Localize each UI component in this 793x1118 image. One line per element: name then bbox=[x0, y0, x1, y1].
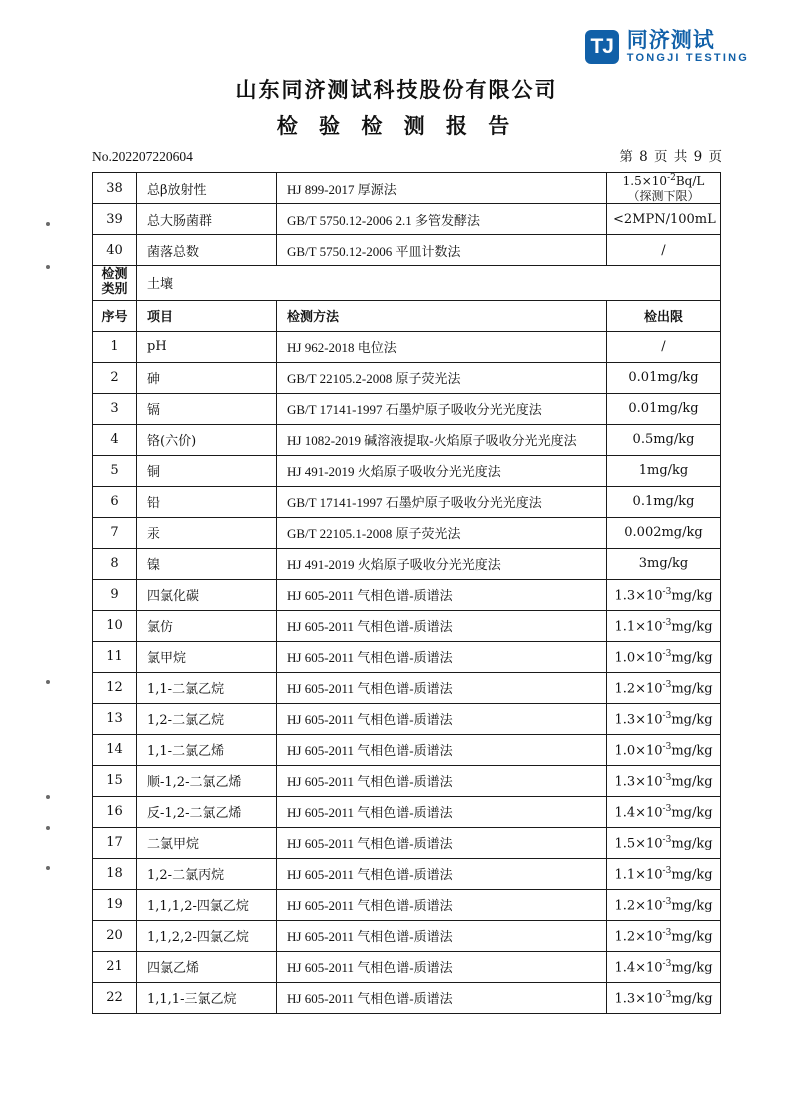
results-table-wrapper bbox=[92, 172, 720, 1014]
row-item: 氯甲烷 bbox=[137, 641, 277, 672]
table-row bbox=[93, 827, 721, 858]
table-row bbox=[93, 579, 721, 610]
table-row bbox=[93, 424, 721, 455]
row-item: 总大肠菌群 bbox=[137, 204, 277, 235]
row-no: 21 bbox=[93, 951, 137, 982]
row-method: HJ 1082-2019 碱溶液提取-火焰原子吸收分光光度法 bbox=[277, 424, 607, 455]
row-no: 19 bbox=[93, 889, 137, 920]
row-item: 四氯乙烯 bbox=[137, 951, 277, 982]
row-limit: $1.5\times 10^{-3}mg/kg$ bbox=[607, 827, 721, 858]
table-row bbox=[93, 858, 721, 889]
row-item: 铅 bbox=[137, 486, 277, 517]
report-meta bbox=[92, 145, 723, 165]
row-no: 3 bbox=[93, 393, 137, 424]
row-method: GB/T 22105.2-2008 原子荧光法 bbox=[277, 362, 607, 393]
row-method: GB/T 17141-1997 石墨炉原子吸收分光光度法 bbox=[277, 393, 607, 424]
row-no: 15 bbox=[93, 765, 137, 796]
row-method: HJ 605-2011 气相色谱-质谱法 bbox=[277, 610, 607, 641]
row-method: HJ 605-2011 气相色谱-质谱法 bbox=[277, 703, 607, 734]
table-row bbox=[93, 920, 721, 951]
row-limit: 0.002mg/kg bbox=[607, 517, 721, 548]
row-limit: / bbox=[607, 331, 721, 362]
table-row bbox=[93, 734, 721, 765]
row-item: 反-1,2-二氯乙烯 bbox=[137, 796, 277, 827]
row-method: GB/T 5750.12-2006 平皿计数法 bbox=[277, 235, 607, 266]
margin-mark bbox=[46, 866, 50, 870]
row-no: 10 bbox=[93, 610, 137, 641]
row-item: 铬(六价) bbox=[137, 424, 277, 455]
logo-text bbox=[627, 30, 749, 65]
row-method: HJ 605-2011 气相色谱-质谱法 bbox=[277, 765, 607, 796]
category-row bbox=[93, 266, 721, 301]
row-method: HJ 605-2011 气相色谱-质谱法 bbox=[277, 734, 607, 765]
category-label-line1: 检测 bbox=[101, 267, 128, 282]
row-no: 1 bbox=[93, 331, 137, 362]
row-no: 39 bbox=[93, 204, 137, 235]
margin-mark bbox=[46, 826, 50, 830]
row-method: HJ 605-2011 气相色谱-质谱法 bbox=[277, 796, 607, 827]
table-row bbox=[93, 548, 721, 579]
row-limit: $1.3\times 10^{-3}mg/kg$ bbox=[607, 703, 721, 734]
row-limit: 3mg/kg bbox=[607, 548, 721, 579]
logo-mark-icon bbox=[585, 30, 619, 64]
table-row bbox=[93, 672, 721, 703]
category-label-line2: 类别 bbox=[101, 281, 128, 297]
row-limit: $1.2\times 10^{-3}mg/kg$ bbox=[607, 672, 721, 703]
column-header-limit: 检出限 bbox=[607, 300, 721, 331]
table-row bbox=[93, 951, 721, 982]
row-limit: $1.3\times 10^{-3}mg/kg$ bbox=[607, 579, 721, 610]
row-limit: $1.3\times 10^{-3}mg/kg$ bbox=[607, 765, 721, 796]
row-item: pH bbox=[137, 331, 277, 362]
row-item: 铜 bbox=[137, 455, 277, 486]
row-no: 8 bbox=[93, 548, 137, 579]
row-item: 镉 bbox=[137, 393, 277, 424]
row-method: GB/T 22105.1-2008 原子荧光法 bbox=[277, 517, 607, 548]
logo-name-en: TONGJI TESTING bbox=[626, 52, 749, 65]
row-method: HJ 605-2011 气相色谱-质谱法 bbox=[277, 951, 607, 982]
row-limit: 0.5mg/kg bbox=[607, 424, 721, 455]
row-limit bbox=[607, 173, 721, 204]
row-no: 40 bbox=[93, 235, 137, 266]
row-limit: <2MPN/100mL bbox=[607, 204, 721, 235]
row-method: HJ 491-2019 火焰原子吸收分光光度法 bbox=[277, 455, 607, 486]
row-item: 顺-1,2-二氯乙烯 bbox=[137, 765, 277, 796]
results-table bbox=[92, 172, 721, 1014]
row-method: HJ 605-2011 气相色谱-质谱法 bbox=[277, 641, 607, 672]
category-label bbox=[93, 266, 137, 301]
row-no: 7 bbox=[93, 517, 137, 548]
row-limit: $1.2\times 10^{-3}mg/kg$ bbox=[607, 920, 721, 951]
table-row bbox=[93, 610, 721, 641]
row-no: 5 bbox=[93, 455, 137, 486]
margin-mark bbox=[46, 222, 50, 226]
row-no: 22 bbox=[93, 982, 137, 1013]
row-limit: $1.1\times 10^{-3}mg/kg$ bbox=[607, 610, 721, 641]
row-limit: $1.4\times 10^{-3}mg/kg$ bbox=[607, 951, 721, 982]
row-item: 氯仿 bbox=[137, 610, 277, 641]
logo-monogram: TJ bbox=[590, 35, 613, 59]
row-no: 20 bbox=[93, 920, 137, 951]
table-row bbox=[93, 235, 721, 266]
margin-mark bbox=[46, 265, 50, 269]
row-method: HJ 605-2011 气相色谱-质谱法 bbox=[277, 827, 607, 858]
row-item: 四氯化碳 bbox=[137, 579, 277, 610]
row-item: 砷 bbox=[137, 362, 277, 393]
row-method: HJ 605-2011 气相色谱-质谱法 bbox=[277, 579, 607, 610]
table-row bbox=[93, 455, 721, 486]
table-row bbox=[93, 204, 721, 235]
row-method: HJ 605-2011 气相色谱-质谱法 bbox=[277, 889, 607, 920]
row-limit: $1.3\times 10^{-3}mg/kg$ bbox=[607, 982, 721, 1013]
row-method: HJ 899-2017 厚源法 bbox=[277, 173, 607, 204]
row-no: 12 bbox=[93, 672, 137, 703]
row-no: 9 bbox=[93, 579, 137, 610]
row-no: 38 bbox=[93, 173, 137, 204]
row-method: GB/T 5750.12-2006 2.1 多管发酵法 bbox=[277, 204, 607, 235]
table-row bbox=[93, 517, 721, 548]
row-no: 17 bbox=[93, 827, 137, 858]
margin-mark bbox=[46, 680, 50, 684]
table-row bbox=[93, 486, 721, 517]
row-item: 1,1-二氯乙烷 bbox=[137, 672, 277, 703]
page-title: 检 验 检 测 报 告 bbox=[276, 113, 517, 138]
row-method: HJ 962-2018 电位法 bbox=[277, 331, 607, 362]
row-limit: $1.1\times 10^{-3}mg/kg$ bbox=[607, 858, 721, 889]
row-method: GB/T 17141-1997 石墨炉原子吸收分光光度法 bbox=[277, 486, 607, 517]
row-limit: $1.2\times 10^{-3}mg/kg$ bbox=[607, 889, 721, 920]
logo-name-cn: 同济测试 bbox=[626, 29, 715, 52]
row-item: 1,1,1,2-四氯乙烷 bbox=[137, 889, 277, 920]
row-limit-line2: （探测下限） bbox=[627, 188, 700, 203]
row-method: HJ 491-2019 火焰原子吸收分光光度法 bbox=[277, 548, 607, 579]
row-item: 二氯甲烷 bbox=[137, 827, 277, 858]
row-no: 11 bbox=[93, 641, 137, 672]
row-method: HJ 605-2011 气相色谱-质谱法 bbox=[277, 672, 607, 703]
company-logo bbox=[585, 30, 749, 65]
column-header-method: 检测方法 bbox=[277, 300, 607, 331]
column-header-no: 序号 bbox=[93, 300, 137, 331]
table-row bbox=[93, 765, 721, 796]
table-row bbox=[93, 393, 721, 424]
row-item: 1,1-二氯乙烯 bbox=[137, 734, 277, 765]
table-row bbox=[93, 982, 721, 1013]
company-name: 山东同济测试科技股份有限公司 bbox=[235, 77, 558, 102]
row-limit-line1: $1.5\times 10^{-2}Bq/L$ bbox=[622, 173, 705, 189]
page-number: 第 8 页 共 9 页 bbox=[619, 149, 723, 165]
row-method: HJ 605-2011 气相色谱-质谱法 bbox=[277, 858, 607, 889]
table-header-row bbox=[93, 300, 721, 331]
row-limit: 0.01mg/kg bbox=[607, 393, 721, 424]
row-item: 总β放射性 bbox=[137, 173, 277, 204]
row-no: 2 bbox=[93, 362, 137, 393]
table-row bbox=[93, 331, 721, 362]
row-limit: 0.1mg/kg bbox=[607, 486, 721, 517]
row-item: 1,2-二氯乙烷 bbox=[137, 703, 277, 734]
column-header-item: 项目 bbox=[137, 300, 277, 331]
row-limit: 1mg/kg bbox=[607, 455, 721, 486]
report-number: No.202207220604 bbox=[92, 149, 193, 164]
row-no: 6 bbox=[93, 486, 137, 517]
row-item: 镍 bbox=[137, 548, 277, 579]
row-item: 1,1,1-三氯乙烷 bbox=[137, 982, 277, 1013]
table-row bbox=[93, 173, 721, 204]
category-value: 土壤 bbox=[137, 266, 721, 301]
row-item: 1,1,2,2-四氯乙烷 bbox=[137, 920, 277, 951]
row-limit: / bbox=[607, 235, 721, 266]
margin-mark bbox=[46, 795, 50, 799]
table-row bbox=[93, 703, 721, 734]
row-no: 4 bbox=[93, 424, 137, 455]
row-item: 菌落总数 bbox=[137, 235, 277, 266]
table-row bbox=[93, 796, 721, 827]
row-no: 13 bbox=[93, 703, 137, 734]
row-no: 16 bbox=[93, 796, 137, 827]
row-limit: $1.4\times 10^{-3}mg/kg$ bbox=[607, 796, 721, 827]
row-no: 14 bbox=[93, 734, 137, 765]
row-no: 18 bbox=[93, 858, 137, 889]
table-row bbox=[93, 641, 721, 672]
row-item: 1,2-二氯丙烷 bbox=[137, 858, 277, 889]
table-row bbox=[93, 889, 721, 920]
row-limit: $1.0\times 10^{-3}mg/kg$ bbox=[607, 641, 721, 672]
row-method: HJ 605-2011 气相色谱-质谱法 bbox=[277, 982, 607, 1013]
row-item: 汞 bbox=[137, 517, 277, 548]
results-table-body bbox=[93, 173, 721, 1014]
row-method: HJ 605-2011 气相色谱-质谱法 bbox=[277, 920, 607, 951]
row-limit: 0.01mg/kg bbox=[607, 362, 721, 393]
table-row bbox=[93, 362, 721, 393]
row-limit: $1.0\times 10^{-3}mg/kg$ bbox=[607, 734, 721, 765]
